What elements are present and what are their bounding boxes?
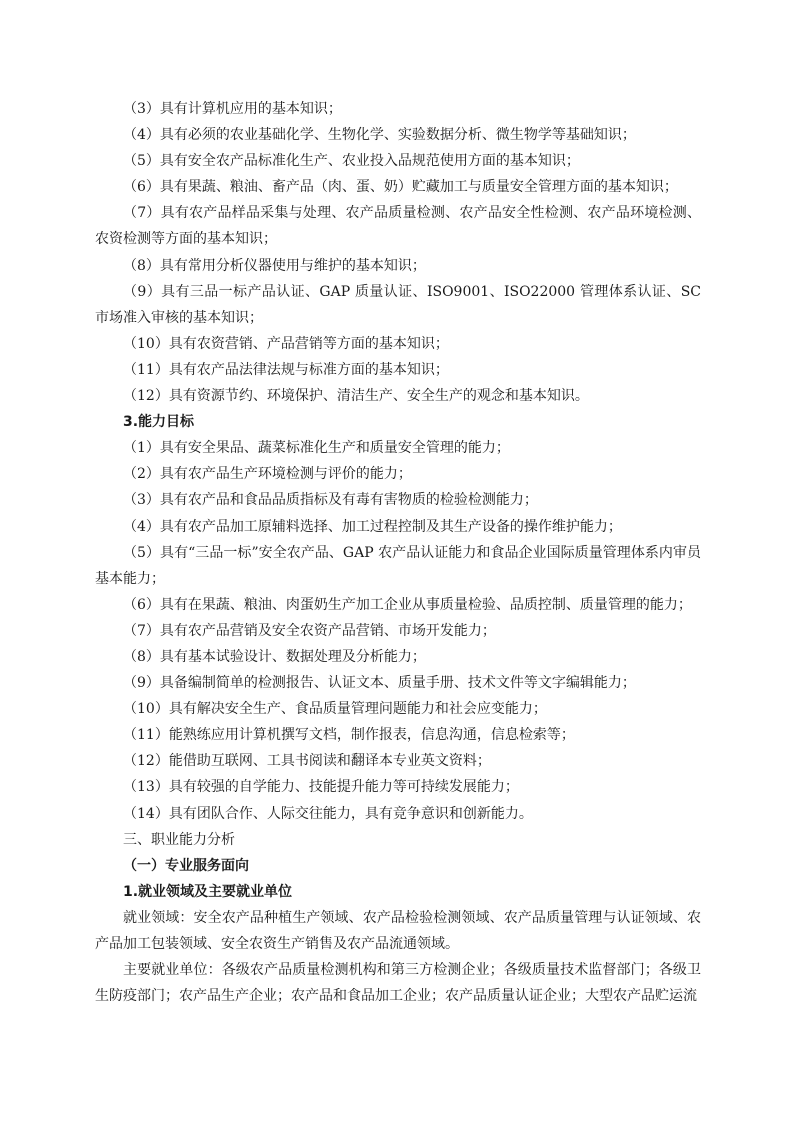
paragraph: （13）具有较强的自学能力、技能提升能力等可持续发展能力； (123, 779, 519, 796)
paragraph: （2）具有农产品生产环境检测与评价的能力； (123, 466, 412, 483)
paragraph: （10）具有解决安全生产、食品质量管理问题能力和社会应变能力； (123, 701, 547, 718)
paragraph: （3）具有农产品和食品品质指标及有毒有害物质的检验检测能力； (123, 492, 538, 509)
paragraph: （5）具有安全农产品标准化生产、农业投入品规范使用方面的基本知识； (123, 153, 580, 170)
subsection-heading: （一）专业服务面向 (123, 857, 249, 874)
paragraph: （12）具有资源节约、环境保护、清洁生产、安全生产的观念和基本知识。 (123, 388, 589, 405)
paragraph: 主要就业单位：各级农产品质量检测机构和第三方检测企业；各级质量技术监督部门；各级卫生防疫部门；农产品生产企业；农产品和食品加工企业；农产品质量认证企业；大型农产品贮运流 (95, 962, 701, 1005)
paragraph: （8）具有常用分析仪器使用与维护的基本知识； (123, 257, 426, 274)
paragraph: （6）具有果蔬、粮油、畜产品（肉、蛋、奶）贮藏加工与质量安全管理方面的基本知识； (123, 179, 678, 196)
paragraph: （8）具有基本试验设计、数据处理及分析能力； (123, 648, 426, 665)
paragraph: （4）具有农产品加工原辅料选择、加工过程控制及其生产设备的操作维护能力； (123, 518, 622, 535)
paragraph: （3）具有计算机应用的基本知识； (123, 101, 342, 117)
paragraph: 就业领域：安全农产品种植生产领域、农产品检验检测领域、农产品质量管理与认证领域、农产品加工包装领域、安全农资生产销售及农产品流通领域。 (95, 909, 701, 952)
sub-subsection-heading: 1.就业领域及主要就业单位 (123, 883, 293, 900)
paragraph: （5）具有“三品一标”安全农产品、GAP 农产品认证能力和食品企业国际质量管理体系内审员基本能力； (95, 544, 701, 587)
paragraph: （11）能熟练应用计算机撰写文档，制作报表，信息沟通，信息检索等； (123, 727, 575, 744)
paragraph: （11）具有农产品法律法规与标准方面的基本知识； (123, 361, 449, 378)
paragraph: （12）能借助互联网、工具书阅读和翻译本专业英文资料； (123, 753, 491, 770)
document-body (95, 96, 701, 1009)
paragraph: （6）具有在果蔬、粮油、肉蛋奶生产加工企业从事质量检验、品质控制、质量管理的能力； (123, 596, 692, 613)
chapter-heading: 三、职业能力分析 (123, 831, 235, 848)
paragraph: （9）具备编制简单的检测报告、认证文本、质量手册、技术文件等文字编辑能力； (123, 675, 636, 692)
paragraph: （10）具有农资营销、产品营销等方面的基本知识； (123, 335, 449, 352)
paragraph: （9）具有三品一标产品认证、GAP 质量认证、ISO9001、ISO22000 管理体系认证、SC 市场准入审核的基本知识； (95, 283, 701, 326)
section-heading: 3.能力目标 (123, 414, 195, 431)
paragraph: （7）具有农产品营销及安全农资产品营销、市场开发能力； (123, 622, 496, 639)
paragraph: （7）具有农产品样品采集与处理、农产品质量检测、农产品安全性检测、农产品环境检测、农资检测等方面的基本知识； (95, 205, 701, 248)
paragraph: （14）具有团队合作、人际交往能力，具有竞争意识和创新能力。 (123, 805, 533, 822)
paragraph: （4）具有必须的农业基础化学、生物化学、实验数据分析、微生物学等基础知识； (123, 127, 636, 144)
paragraph: （1）具有安全果品、蔬菜标准化生产和质量安全管理的能力； (123, 440, 510, 457)
